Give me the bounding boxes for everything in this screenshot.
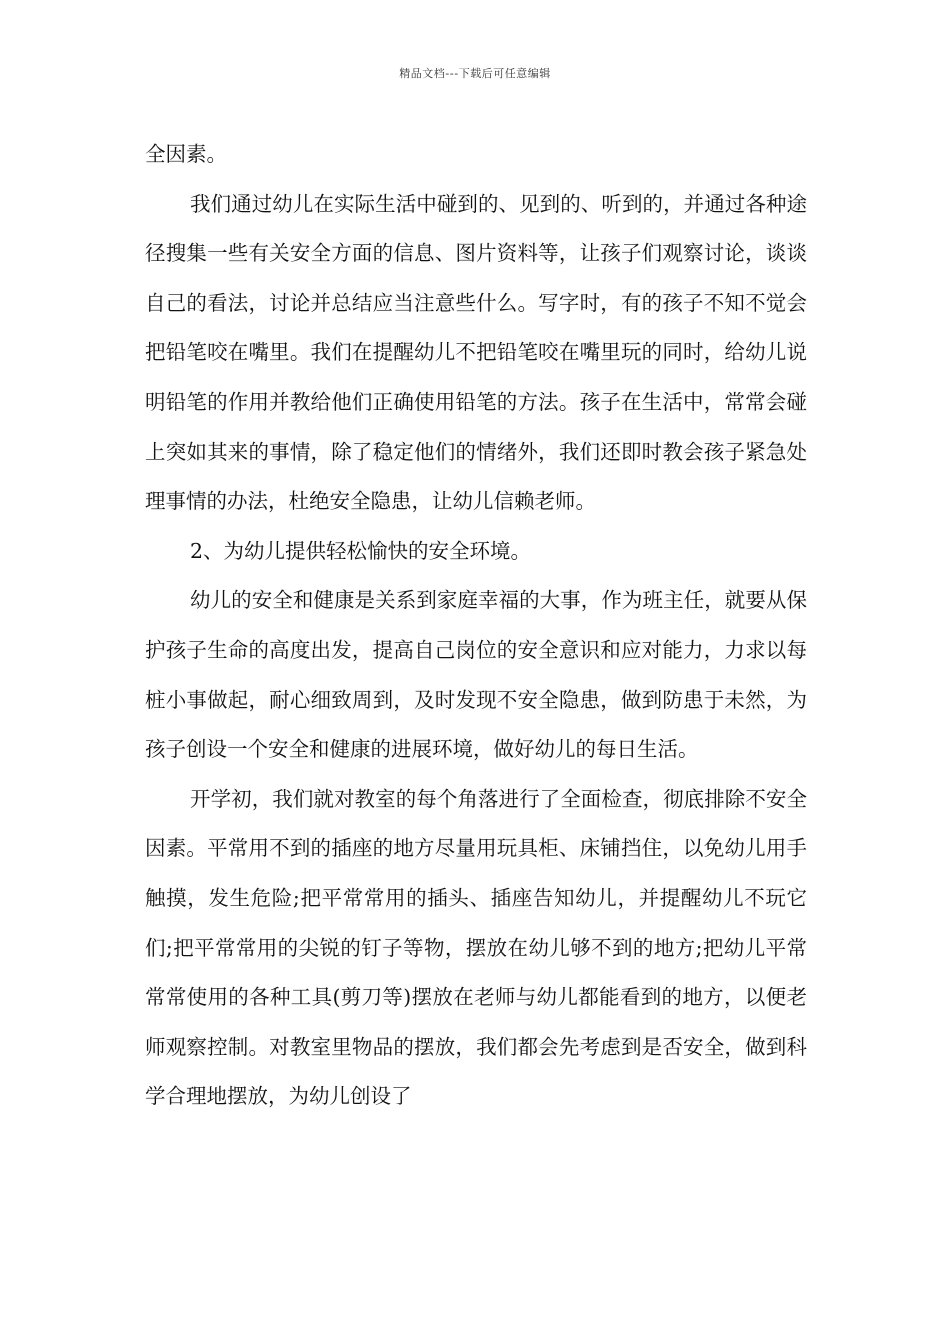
- paragraph-continuation: 全因素。: [145, 142, 227, 166]
- paragraph-safety-education: 我们通过幼儿在实际生活中碰到的、见到的、听到的，并通过各种途径搜集一些有关安全方面的信息、图片资料等，让孩子们观察讨论，谈谈自己的看法，讨论并总结应当注意些什么。写字时，有的孩子不知不觉会把铅笔咬在嘴里。我们在提醒幼儿不把铅笔咬在嘴里玩的同时，给幼儿说明铅笔的作用并教给他们正确使用铅笔的方法。孩子在生活中，常常会碰上突如其来的事情，除了稳定他们的情绪外，我们还即时教会孩子紧急处理事情的办法，杜绝安全隐患，让幼儿信赖老师。: [145, 191, 807, 514]
- paragraph-health-responsibility: 幼儿的安全和健康是关系到家庭幸福的大事，作为班主任，就要从保护孩子生命的高度出发，提高自己岗位的安全意识和应对能力，力求以每桩小事做起，耐心细致周到，及时发现不安全隐患，做到防患于未然，为孩子创设一个安全和健康的进展环境，做好幼儿的每日生活。: [145, 588, 807, 762]
- paragraph-classroom-inspection: 开学初，我们就对教室的每个角落进行了全面检查，彻底排除不安全因素。平常用不到的插座的地方尽量用玩具柜、床铺挡住，以免幼儿用手触摸，发生危险;把平常常用的插头、插座告知幼儿，并提醒幼儿不玩它们;把平常常用的尖锐的钉子等物，摆放在幼儿够不到的地方;把幼儿平常常常使用的各种工具(剪刀等)摆放在老师与幼儿都能看到的地方，以便老师观察控制。对教室里物品的摆放，我们都会先考虑到是否安全，做到科学合理地摆放，为幼儿创设了: [145, 786, 807, 1109]
- section-heading-2: 2、为幼儿提供轻松愉快的安全环境。: [190, 538, 532, 563]
- page-header: 精品文档---下载后可任意编辑: [399, 67, 551, 80]
- document-body: [145, 130, 807, 1122]
